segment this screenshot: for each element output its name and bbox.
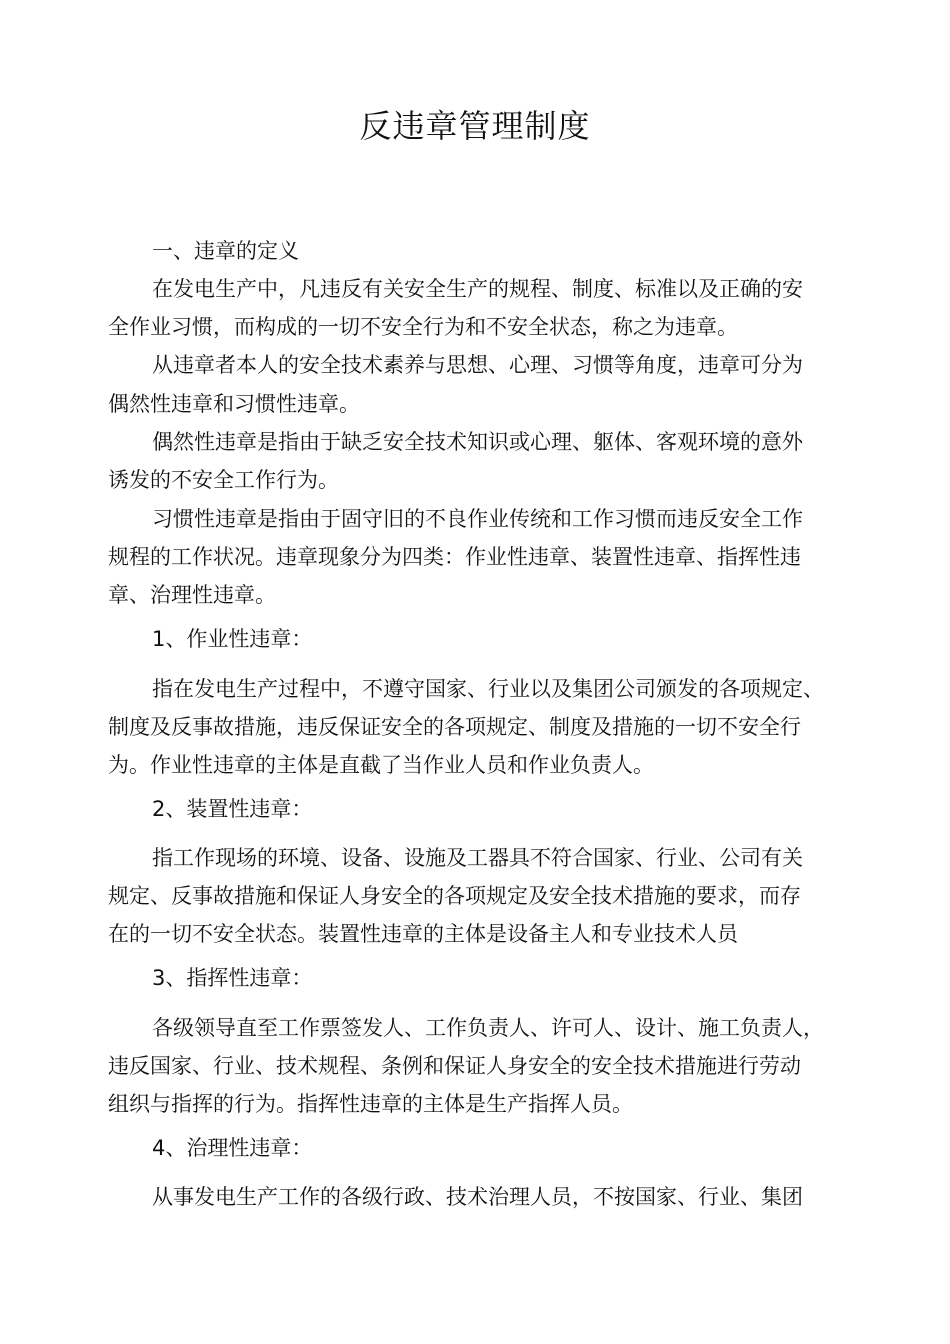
section-heading-management: 4、治理性违章： (152, 1136, 313, 1160)
paragraph-line: 指在发电生产过程中，不遵守国家、行业以及集团公司颁发的各项规定、 (152, 677, 824, 701)
paragraph-line: 在发电生产中，凡违反有关安全生产的规程、制度、标准以及正确的安 (152, 277, 803, 301)
paragraph-line: 从事发电生产工作的各级行政、技术治理人员，不按国家、行业、集团 (152, 1185, 803, 1209)
paragraph-line: 章、治理性违章。 (108, 583, 276, 607)
paragraph-line: 各级领导直至工作票签发人、工作负责人、许可人、设计、施工负责人， (152, 1016, 824, 1040)
paragraph-line: 习惯性违章是指由于固守旧的不良作业传统和工作习惯而违反安全工作 (152, 507, 803, 531)
paragraph-line: 违反国家、行业、技术规程、条例和保证人身安全的安全技术措施进行劳动 (108, 1054, 801, 1078)
paragraph-line: 全作业习惯，而构成的一切不安全行为和不安全状态，称之为违章。 (108, 315, 738, 339)
paragraph-line: 组织与指挥的行为。指挥性违章的主体是生产指挥人员。 (108, 1092, 633, 1116)
paragraph-line: 从违章者本人的安全技术素养与思想、心理、习惯等角度，违章可分为 (152, 353, 803, 377)
section-heading-equipment: 2、装置性违章： (152, 797, 313, 821)
section-heading-definition: 一、违章的定义 (152, 239, 299, 263)
section-heading-operational: 1、作业性违章： (152, 627, 313, 651)
paragraph-line: 在的一切不安全状态。装置性违章的主体是设备主人和专业技术人员 (108, 922, 738, 946)
paragraph-line: 指工作现场的环境、设备、设施及工器具不符合国家、行业、公司有关 (152, 846, 803, 870)
paragraph-line: 偶然性违章和习惯性违章。 (108, 392, 360, 416)
paragraph-line: 诱发的不安全工作行为。 (108, 468, 339, 492)
document-title: 反违章管理制度 (359, 107, 591, 145)
paragraph-line: 偶然性违章是指由于缺乏安全技术知识或心理、躯体、客观环境的意外 (152, 430, 803, 454)
paragraph-line: 规程的工作状况。违章现象分为四类：作业性违章、装置性违章、指挥性违 (108, 545, 801, 569)
section-heading-command: 3、指挥性违章： (152, 966, 313, 990)
paragraph-line: 制度及反事故措施，违反保证安全的各项规定、制度及措施的一切不安全行 (108, 715, 801, 739)
paragraph-line: 为。作业性违章的主体是直截了当作业人员和作业负责人。 (108, 753, 654, 777)
paragraph-line: 规定、反事故措施和保证人身安全的各项规定及安全技术措施的要求，而存 (108, 884, 801, 908)
